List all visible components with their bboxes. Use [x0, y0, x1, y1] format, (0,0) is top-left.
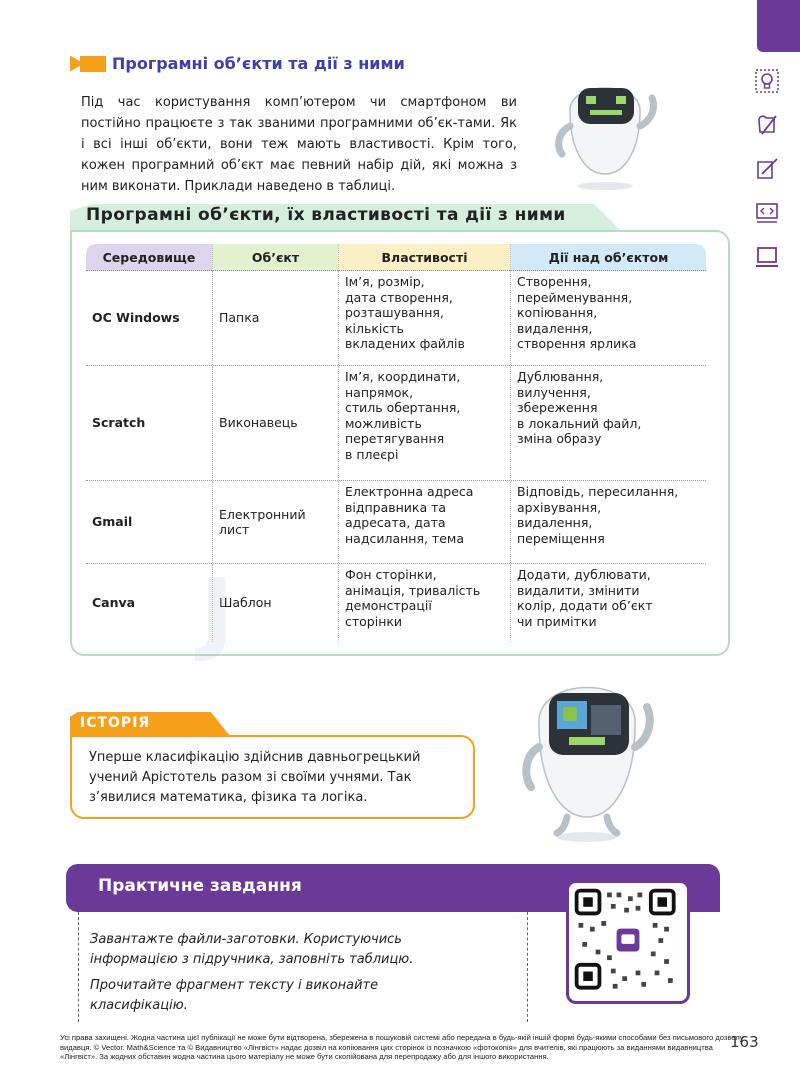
- cell-actions: Відповідь, пересилання, архівування, видалення, переміщення: [510, 481, 706, 563]
- header-environment: Середовище: [86, 244, 212, 271]
- copyright-notice: Усі права захищені. Жодна частина цієї публікації не може бути відтворена, збережена в пошуковій системі або передана в будь-якій іншій формі будь-якими способами без письмового дозволу видавця. © Vector. Math&Science та © Видавництво «Лінгвіст» надає дозвіл на копіювання цих сторінок із позначкою «фотокопія» для вчителів, які працюють за виданнями видавництва «Лінгвіст». За жодних обставин жодна частина цього матеріалу не може бути скопійована для перепродажу або для іншого використання.: [60, 1033, 744, 1061]
- laptop-icon: [752, 242, 782, 272]
- puzzle-pencil-icon: [752, 110, 782, 140]
- table-row: [86, 366, 706, 481]
- practical-task-1: Завантажте файли-заготовки. Користуючись інформацією з підручника, заповніть таблицю.: [90, 932, 414, 967]
- history-label: ІСТОРІЯ: [80, 715, 151, 731]
- cell-object: Електронний лист: [212, 481, 338, 563]
- cell-environment: Canva: [92, 595, 136, 611]
- robot-globe-illustration: [517, 655, 657, 845]
- cell-object: Виконавець: [212, 366, 338, 480]
- section-heading: [70, 54, 405, 73]
- watermark-decoration: J: [200, 560, 234, 665]
- cell-properties: Ім’я, розмір, дата створення, розташування, кількість вкладених файлів: [338, 271, 510, 365]
- history-text: Уперше класифікацію здійснив давньогрецький учений Арістотель разом зі своїми учнями. Так з’явилися математика, фізика та логіка.: [89, 750, 421, 805]
- side-icon-bar: [752, 66, 786, 286]
- history-box: [70, 735, 475, 819]
- cell-properties: Електронна адреса відправника та адресата, дата надсилання, тема: [338, 481, 510, 563]
- header-actions: Дії над об’єктом: [510, 244, 706, 271]
- section-title: Програмні об’єкти та дії з ними: [112, 54, 405, 73]
- table-row: [86, 481, 706, 564]
- lightbulb-icon: [752, 66, 782, 96]
- qr-code-icon[interactable]: [566, 880, 690, 1004]
- chapter-tab: [757, 0, 800, 52]
- header-properties: Властивості: [338, 244, 510, 271]
- heading-flag-icon: [70, 56, 106, 72]
- intro-paragraph: Під час користування комп’ютером чи смартфоном ви постійно працюєте з так званими програмними об’єк-тами. Як і всі інші об’єкти, вони теж мають властивості. Крім того, кожен програмний об’єкт має певний набір дій, які можна з ним виконати. Приклади наведено в таблиці.: [81, 95, 517, 194]
- page-number: 163: [730, 1033, 759, 1051]
- cell-properties: Ім’я, координати, напрямок, стиль обертання, можливість перетягування в плеєрі: [338, 366, 510, 480]
- cell-actions: Дублювання, вилучення, збереження в локальний файл, зміна образу: [510, 366, 706, 480]
- cell-environment: ОС Windows: [92, 310, 180, 326]
- practical-title: Практичне завдання: [98, 876, 302, 896]
- practical-task-2: Прочитайте фрагмент тексту і виконайте класифікацію.: [90, 978, 379, 1013]
- table-row: [86, 564, 706, 642]
- robot-illustration: [540, 62, 670, 192]
- table-title: Програмні об’єкти, їх властивості та дії з ними: [86, 205, 566, 225]
- pencil-task-icon: [752, 154, 782, 184]
- table-header: [86, 244, 706, 271]
- header-object: Об’єкт: [212, 244, 338, 271]
- cell-actions: Додати, дублювати, видалити, змінити колір, додати об’єкт чи примітки: [510, 564, 706, 642]
- code-icon: [752, 198, 782, 228]
- table-row: [86, 271, 706, 366]
- cell-properties: Фон сторінки, анімація, тривалість демонстрації сторінки: [338, 564, 510, 642]
- cell-object: Шаблон: [212, 564, 338, 642]
- cell-actions: Створення, перейменування, копіювання, видалення, створення ярлика: [510, 271, 706, 365]
- cell-environment: Scratch: [92, 415, 146, 431]
- cell-environment: Gmail: [92, 514, 133, 530]
- cell-object: Папка: [212, 271, 338, 365]
- objects-table: [86, 244, 706, 642]
